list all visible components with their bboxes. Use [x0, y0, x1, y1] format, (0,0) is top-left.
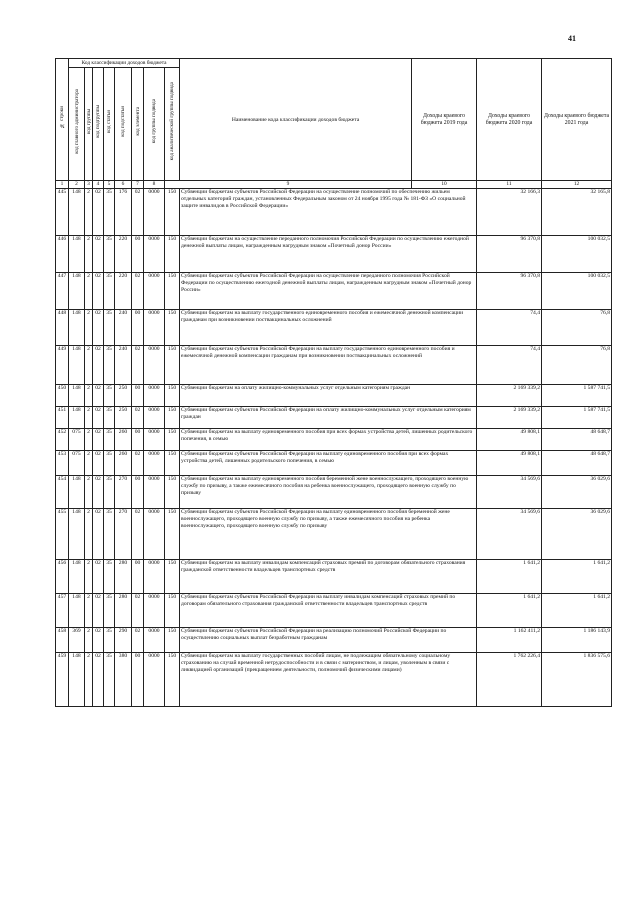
code-cell: 2 [85, 385, 93, 407]
table-row [56, 509, 612, 560]
amount-2020-cell: 1 186 143,9 [542, 628, 612, 653]
amount-2019-cell: 96 370,8 [477, 273, 542, 310]
table-row [56, 429, 612, 451]
code-column-header: код группы [85, 68, 93, 181]
code-cell: 02 [132, 273, 144, 310]
amount-2019-cell: 74,4 [477, 310, 542, 346]
amount-2019-cell: 74,4 [477, 346, 542, 385]
code-cell: 2 [85, 273, 93, 310]
code-cell: 280 [115, 594, 132, 628]
code-cell: 02 [93, 385, 104, 407]
code-cell: 02 [132, 346, 144, 385]
column-number: 2 [69, 181, 85, 189]
code-cell: 0000 [144, 451, 165, 476]
code-cell: 150 [165, 385, 180, 407]
table-row [56, 236, 612, 273]
code-cell: 148 [69, 385, 85, 407]
code-cell: 35 [104, 346, 115, 385]
code-cell: 075 [69, 451, 85, 476]
code-column-header: код подстатьи [115, 68, 132, 181]
revenue-table [55, 58, 612, 707]
code-cell: 02 [132, 407, 144, 429]
code-column-header: код статьи [104, 68, 115, 181]
code-cell: 176 [115, 189, 132, 236]
code-cell: 148 [69, 476, 85, 509]
table-row [56, 628, 612, 653]
code-cell: 148 [69, 236, 85, 273]
code-cell: 02 [93, 653, 104, 707]
row-number-cell: 450 [56, 385, 69, 407]
code-cell: 02 [93, 451, 104, 476]
amount-2020-cell: 76,8 [542, 346, 612, 385]
amount-2020-cell: 48 648,7 [542, 451, 612, 476]
code-cell: 0000 [144, 560, 165, 594]
amount-2019-cell: 1 762 226,4 [477, 653, 542, 707]
revenue-name-cell: Субвенции бюджетам на выплату государственного единовременного пособия и ежемесячной денежной компенсации гражданам при возникновении поствакцинальных осложнений [180, 310, 477, 346]
amount-2020-cell: 1 836 575,6 [542, 653, 612, 707]
amount-2019-cell: 34 569,6 [477, 509, 542, 560]
amount-2019-cell: 2 169 339,2 [477, 407, 542, 429]
code-cell: 150 [165, 476, 180, 509]
column-number: 3 [85, 181, 93, 189]
code-cell: 02 [93, 310, 104, 346]
amount-2019-cell: 1 162 411,2 [477, 628, 542, 653]
code-cell: 35 [104, 594, 115, 628]
revenue-name-cell: Субвенции бюджетам субъектов Российской Федерации на выплату государственного единовременного пособия и ежемесячной денежной компенсации гражданам при возникновении поствакцинальных осложнений [180, 346, 477, 385]
revenue-name-cell: Субвенции бюджетам на выплату государственных пособий лицам, не подлежащим обязательному социальному страхованию на случай временной нетрудоспособности и в связи с материнством, и лицам, уволенным в связи с ликвидацией организаций (прекращением деятельности, полномочий физическими лицами) [180, 653, 477, 707]
code-cell: 148 [69, 273, 85, 310]
amount-2019-cell: 2 169 339,2 [477, 385, 542, 407]
amount-2020-cell: 1 641,2 [542, 594, 612, 628]
table-row [56, 653, 612, 707]
code-cell: 02 [132, 628, 144, 653]
row-number-cell: 454 [56, 476, 69, 509]
code-cell: 35 [104, 236, 115, 273]
amount-2020-cell: 1 587 741,5 [542, 407, 612, 429]
row-number-cell: 449 [56, 346, 69, 385]
code-cell: 02 [93, 628, 104, 653]
amount-2020-cell: 36 029,6 [542, 509, 612, 560]
table-row [56, 560, 612, 594]
code-cell: 35 [104, 653, 115, 707]
code-cell: 02 [93, 407, 104, 429]
revenue-name-cell: Субвенции бюджетам субъектов Российской Федерации на выплату единовременного пособия беременной жене военнослужащего, проходящего военную службу по призыву, а также ежемесячного пособия на ребенка военнослужащего, проходящего военную службу по призыву [180, 509, 477, 560]
table-row [56, 385, 612, 407]
code-cell: 35 [104, 273, 115, 310]
code-column-header: код аналитической группы подвида [165, 68, 180, 181]
code-cell: 150 [165, 346, 180, 385]
code-cell: 290 [115, 628, 132, 653]
amount-2019-cell: 34 569,6 [477, 476, 542, 509]
revenue-name-cell: Субвенции бюджетам субъектов Российской Федерации на оплату жилищно-коммунальных услуг отдельным категориям граждан [180, 407, 477, 429]
row-number-cell: 447 [56, 273, 69, 310]
amount-2020-cell: 48 648,7 [542, 429, 612, 451]
code-cell: 35 [104, 560, 115, 594]
code-cell: 35 [104, 429, 115, 451]
code-cell: 35 [104, 385, 115, 407]
name-column-header: Наименование кода классификации доходов бюджета [180, 59, 412, 181]
code-cell: 2 [85, 560, 93, 594]
code-cell: 02 [93, 429, 104, 451]
code-cell: 0000 [144, 273, 165, 310]
code-cell: 148 [69, 560, 85, 594]
revenue-name-cell: Субвенции бюджетам субъектов Российской Федерации на осуществление полномочий по обеспечению жильем отдельных категорий граждан, установленных Федеральным законом от 24 ноября 1995 года № 181-ФЗ «О социальной защите инвалидов в Российской Федерации» [180, 189, 477, 236]
code-cell: 0000 [144, 476, 165, 509]
amount-2020-cell: 100 032,5 [542, 236, 612, 273]
amount-2020-cell: 1 641,2 [542, 560, 612, 594]
column-number: 6 [115, 181, 132, 189]
column-number: 7 [132, 181, 144, 189]
code-cell: 150 [165, 310, 180, 346]
revenue-name-cell: Субвенции бюджетам на выплату единовременного пособия беременной жене военнослужащего, проходящего военную службу по призыву, а также ежемесячного пособия на ребенка военнослужащего, проходящего военную службу по призыву [180, 476, 477, 509]
column-number: 10 [412, 181, 477, 189]
code-cell: 02 [93, 236, 104, 273]
table-row [56, 273, 612, 310]
code-cell: 250 [115, 385, 132, 407]
code-cell: 02 [93, 560, 104, 594]
year-2020-header: Доходы краевого бюджета 2020 года [477, 59, 542, 181]
code-cell: 35 [104, 310, 115, 346]
column-number: 11 [477, 181, 542, 189]
amount-2019-cell: 49 808,1 [477, 429, 542, 451]
code-cell: 075 [69, 429, 85, 451]
code-cell: 2 [85, 407, 93, 429]
amount-2020-cell: 100 032,5 [542, 273, 612, 310]
code-cell: 2 [85, 653, 93, 707]
code-column-header: код главного администратора [69, 68, 85, 181]
table-row [56, 451, 612, 476]
amount-2019-cell: 1 641,2 [477, 594, 542, 628]
amount-2019-cell: 49 808,1 [477, 451, 542, 476]
code-cell: 2 [85, 509, 93, 560]
row-number-cell: 456 [56, 560, 69, 594]
code-cell: 02 [93, 476, 104, 509]
amount-2019-cell: 1 641,2 [477, 560, 542, 594]
code-column-header: код элемента [132, 68, 144, 181]
code-cell: 00 [132, 310, 144, 346]
code-cell: 02 [93, 346, 104, 385]
code-cell: 220 [115, 273, 132, 310]
code-cell: 0000 [144, 385, 165, 407]
code-cell: 148 [69, 310, 85, 346]
code-cell: 02 [93, 509, 104, 560]
code-cell: 148 [69, 653, 85, 707]
column-number: 9 [165, 181, 412, 189]
table-row [56, 310, 612, 346]
code-cell: 02 [132, 451, 144, 476]
code-cell: 260 [115, 451, 132, 476]
code-cell: 250 [115, 407, 132, 429]
revenue-name-cell: Субвенции бюджетам на оплату жилищно-коммунальных услуг отдельным категориям граждан [180, 385, 477, 407]
code-cell: 150 [165, 236, 180, 273]
code-cell: 150 [165, 594, 180, 628]
code-cell: 148 [69, 189, 85, 236]
amount-2020-cell: 32 165,8 [542, 189, 612, 236]
code-cell: 0000 [144, 236, 165, 273]
row-number-cell: 458 [56, 628, 69, 653]
revenue-name-cell: Субвенции бюджетам субъектов Российской Федерации на реализацию полномочий Российской Федерации по осуществлению социальных выплат безработным гражданам [180, 628, 477, 653]
row-number-header: № строки [56, 59, 69, 181]
code-cell: 380 [115, 653, 132, 707]
code-cell: 0000 [144, 653, 165, 707]
code-cell: 150 [165, 628, 180, 653]
code-cell: 0000 [144, 509, 165, 560]
code-cell: 35 [104, 451, 115, 476]
row-number-cell: 445 [56, 189, 69, 236]
code-cell: 00 [132, 385, 144, 407]
row-number-cell: 457 [56, 594, 69, 628]
year-2019-header: Доходы краевого бюджета 2019 года [412, 59, 477, 181]
revenue-name-cell: Субвенции бюджетам субъектов Российской Федерации на осуществление переданного полномочия Российской Федерации по осуществлению ежегодной денежной выплаты лицам, награжденным нагрудным знаком «Почетный донор России» [180, 273, 477, 310]
code-cell: 150 [165, 273, 180, 310]
code-cell: 369 [69, 628, 85, 653]
code-cell: 02 [132, 594, 144, 628]
code-cell: 270 [115, 509, 132, 560]
code-cell: 35 [104, 509, 115, 560]
code-cell: 220 [115, 236, 132, 273]
code-cell: 35 [104, 628, 115, 653]
code-cell: 00 [132, 560, 144, 594]
page-number: 41 [568, 34, 576, 43]
revenue-name-cell: Субвенции бюджетам субъектов Российской Федерации на выплату единовременного пособия при всех формах устройства детей, лишенных родительского попечения, в семью [180, 451, 477, 476]
code-cell: 260 [115, 429, 132, 451]
code-cell: 150 [165, 509, 180, 560]
row-number-cell: 448 [56, 310, 69, 346]
code-cell: 270 [115, 476, 132, 509]
amount-2020-cell: 1 587 741,5 [542, 385, 612, 407]
code-cell: 150 [165, 189, 180, 236]
code-cell: 0000 [144, 628, 165, 653]
code-cell: 280 [115, 560, 132, 594]
code-cell: 150 [165, 407, 180, 429]
column-number: 12 [542, 181, 612, 189]
revenue-name-cell: Субвенции бюджетам на выплату инвалидам компенсаций страховых премий по договорам обязательного страхования гражданской ответственности владельцев транспортных средств [180, 560, 477, 594]
code-cell: 0000 [144, 346, 165, 385]
row-number-cell: 453 [56, 451, 69, 476]
column-number: 5 [104, 181, 115, 189]
table-row [56, 594, 612, 628]
code-cell: 2 [85, 429, 93, 451]
code-cell: 240 [115, 310, 132, 346]
code-cell: 02 [93, 273, 104, 310]
row-number-cell: 459 [56, 653, 69, 707]
code-cell: 2 [85, 476, 93, 509]
amount-2019-cell: 96 370,8 [477, 236, 542, 273]
year-2021-header: Доходы краевого бюджета 2021 года [542, 59, 612, 181]
revenue-name-cell: Субвенции бюджетам на осуществление переданного полномочия Российской Федерации по осуществлению ежегодной денежной выплаты лицам, награжденным нагрудным знаком «Почетный донор России» [180, 236, 477, 273]
code-cell: 150 [165, 560, 180, 594]
code-cell: 2 [85, 594, 93, 628]
code-cell: 2 [85, 310, 93, 346]
column-number: 4 [93, 181, 104, 189]
code-cell: 150 [165, 429, 180, 451]
code-cell: 148 [69, 509, 85, 560]
amount-2020-cell: 36 029,6 [542, 476, 612, 509]
table-row [56, 189, 612, 236]
table-row [56, 476, 612, 509]
code-cell: 0000 [144, 310, 165, 346]
code-cell: 35 [104, 476, 115, 509]
code-cell: 00 [132, 653, 144, 707]
amount-2020-cell: 76,8 [542, 310, 612, 346]
column-numbers-row [56, 181, 612, 189]
code-cell: 148 [69, 346, 85, 385]
code-cell: 240 [115, 346, 132, 385]
code-cell: 0000 [144, 407, 165, 429]
code-cell: 00 [132, 236, 144, 273]
code-column-header: код подгруппы [93, 68, 104, 181]
revenue-name-cell: Субвенции бюджетам субъектов Российской Федерации на выплату инвалидам компенсаций страховых премий по договорам обязательного страхования гражданской ответственности владельцев транспортных средств [180, 594, 477, 628]
classification-group-header: Код классификации доходов бюджета [69, 59, 180, 68]
row-number-cell: 455 [56, 509, 69, 560]
code-cell: 0000 [144, 189, 165, 236]
code-cell: 2 [85, 236, 93, 273]
code-cell: 2 [85, 451, 93, 476]
table-row [56, 346, 612, 385]
code-cell: 2 [85, 189, 93, 236]
code-cell: 0000 [144, 429, 165, 451]
code-cell: 00 [132, 429, 144, 451]
table-row [56, 407, 612, 429]
code-cell: 00 [132, 476, 144, 509]
code-cell: 02 [132, 189, 144, 236]
code-cell: 02 [93, 594, 104, 628]
code-column-header: код группы подвида [144, 68, 165, 181]
code-cell: 2 [85, 346, 93, 385]
code-cell: 02 [132, 509, 144, 560]
row-number-cell: 452 [56, 429, 69, 451]
code-cell: 35 [104, 189, 115, 236]
code-cell: 2 [85, 628, 93, 653]
row-number-cell: 446 [56, 236, 69, 273]
row-number-cell: 451 [56, 407, 69, 429]
code-cell: 02 [93, 189, 104, 236]
code-cell: 148 [69, 407, 85, 429]
amount-2019-cell: 32 166,3 [477, 189, 542, 236]
code-cell: 148 [69, 594, 85, 628]
code-cell: 150 [165, 451, 180, 476]
column-number: 1 [56, 181, 69, 189]
code-cell: 0000 [144, 594, 165, 628]
revenue-name-cell: Субвенции бюджетам на выплату единовременного пособия при всех формах устройства детей, лишенных родительского попечения, в семью [180, 429, 477, 451]
code-cell: 35 [104, 407, 115, 429]
code-cell: 150 [165, 653, 180, 707]
column-number: 8 [144, 181, 165, 189]
